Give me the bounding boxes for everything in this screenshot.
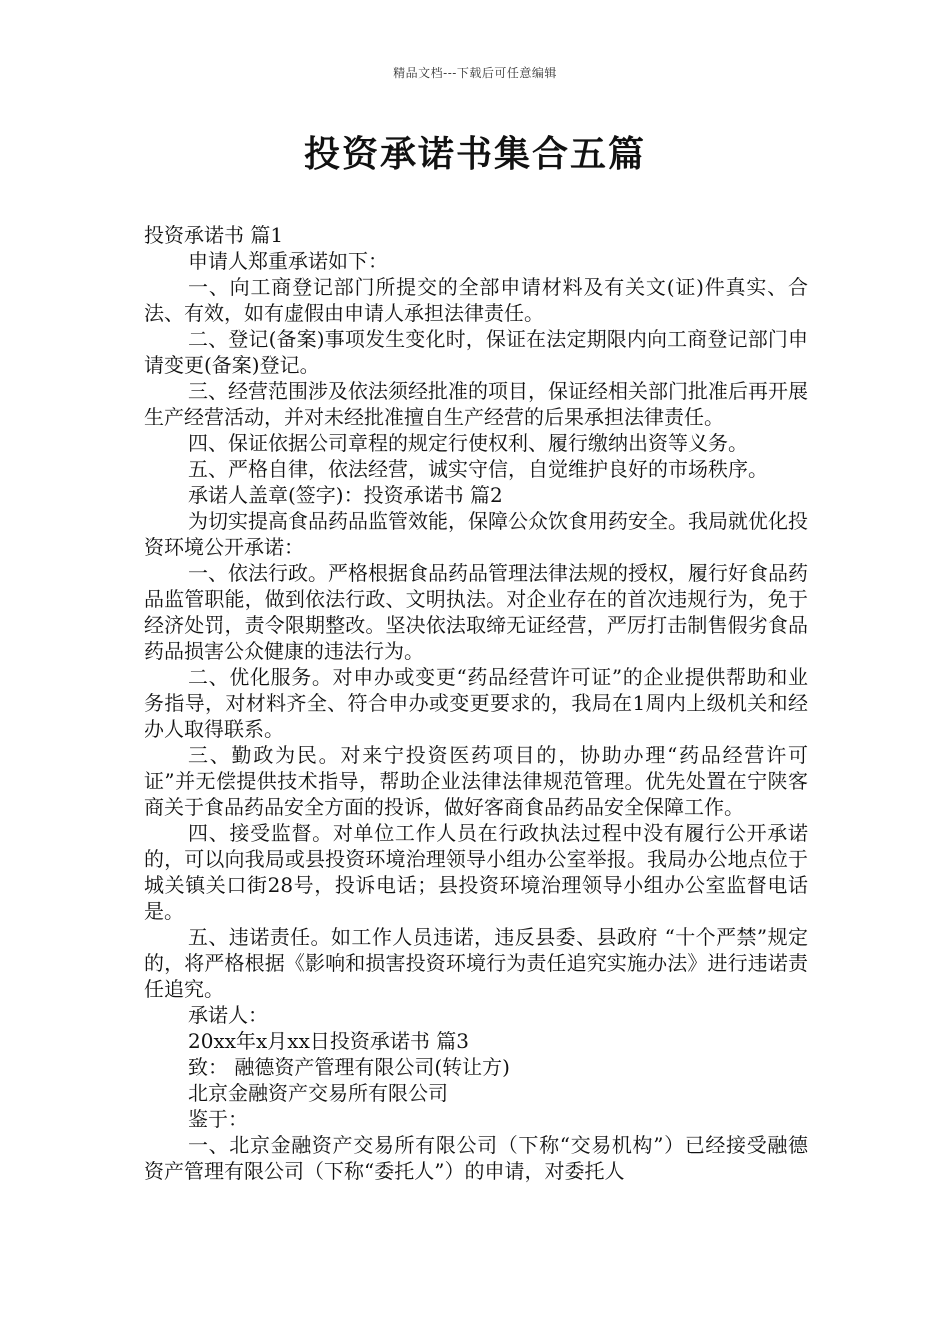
body-paragraph: 四、保证依据公司章程的规定行使权利、履行缴纳出资等义务。: [188, 431, 748, 455]
watermark-header: 精品文档---下载后可任意编辑: [393, 66, 557, 80]
document-title: 投资承诺书集合五篇: [303, 134, 646, 175]
body-paragraph: 承诺人：: [188, 1003, 268, 1027]
body-paragraph: 北京金融资产交易所有限公司: [188, 1081, 448, 1105]
body-paragraph: 三、经营范围涉及依法须经批准的项目，保证经相关部门批准后再开展生产经营活动，并对未经批准擅自生产经营的后果承担法律责任。: [144, 379, 808, 429]
body-paragraph: 鉴于：: [188, 1107, 248, 1131]
body-paragraph: 投资承诺书 篇1: [144, 223, 284, 247]
body-paragraph: 一、向工商登记部门所提交的全部申请材料及有关文(证)件真实、合法、有效，如有虚假由申请人承担法律责任。: [144, 275, 808, 325]
body-paragraph: 承诺人盖章(签字)：投资承诺书 篇2: [188, 483, 503, 507]
body-paragraph: 20xx年x月xx日投资承诺书 篇3: [188, 1029, 469, 1053]
body-paragraph: 致： 融德资产管理有限公司(转让方): [188, 1055, 510, 1079]
body-paragraph: 五、严格自律，依法经营，诚实守信，自觉维护良好的市场秩序。: [188, 457, 768, 481]
body-paragraph: 一、北京金融资产交易所有限公司（下称“交易机构”）已经接受融德资产管理有限公司（下称“委托人”）的申请，对委托人: [144, 1133, 808, 1183]
body-paragraph: 申请人郑重承诺如下：: [188, 249, 388, 273]
body-paragraph: 五、违诺责任。如工作人员违诺，违反县委、县政府 “十个严禁”规定的，将严格根据《影响和损害投资环境行为责任追究实施办法》进行违诺责任追究。: [144, 925, 808, 1001]
body-paragraph: 二、优化服务。对申办或变更“药品经营许可证”的企业提供帮助和业务指导，对材料齐全、符合申办或变更要求的，我局在1周内上级机关和经办人取得联系。: [144, 665, 808, 741]
body-paragraph: 一、依法行政。严格根据食品药品管理法律法规的授权，履行好食品药品监管职能，做到依法行政、文明执法。对企业存在的首次违规行为，免于经济处罚，责令限期整改。坚决依法取缔无证经营，严厉打击制售假劣食品药品损害公众健康的违法行为。: [144, 561, 808, 663]
body-paragraph: 三、勤政为民。对来宁投资医药项目的，协助办理“药品经营许可证”并无偿提供技术指导，帮助企业法律法律规范管理。优先处置在宁陕客商关于食品药品安全方面的投诉，做好客商食品药品安全保障工作。: [144, 743, 808, 819]
body-paragraph: 为切实提高食品药品监管效能，保障公众饮食用药安全。我局就优化投资环境公开承诺：: [144, 509, 808, 559]
body-paragraph: 四、接受监督。对单位工作人员在行政执法过程中没有履行公开承诺的，可以向我局或县投资环境治理领导小组办公室举报。我局办公地点位于城关镇关口街28号，投诉电话；县投资环境治理领导小组办公室监督电话是。: [144, 821, 808, 923]
body-paragraph: 二、登记(备案)事项发生变化时，保证在法定期限内向工商登记部门申请变更(备案)登记。: [144, 327, 808, 377]
document-body: [144, 222, 808, 1184]
